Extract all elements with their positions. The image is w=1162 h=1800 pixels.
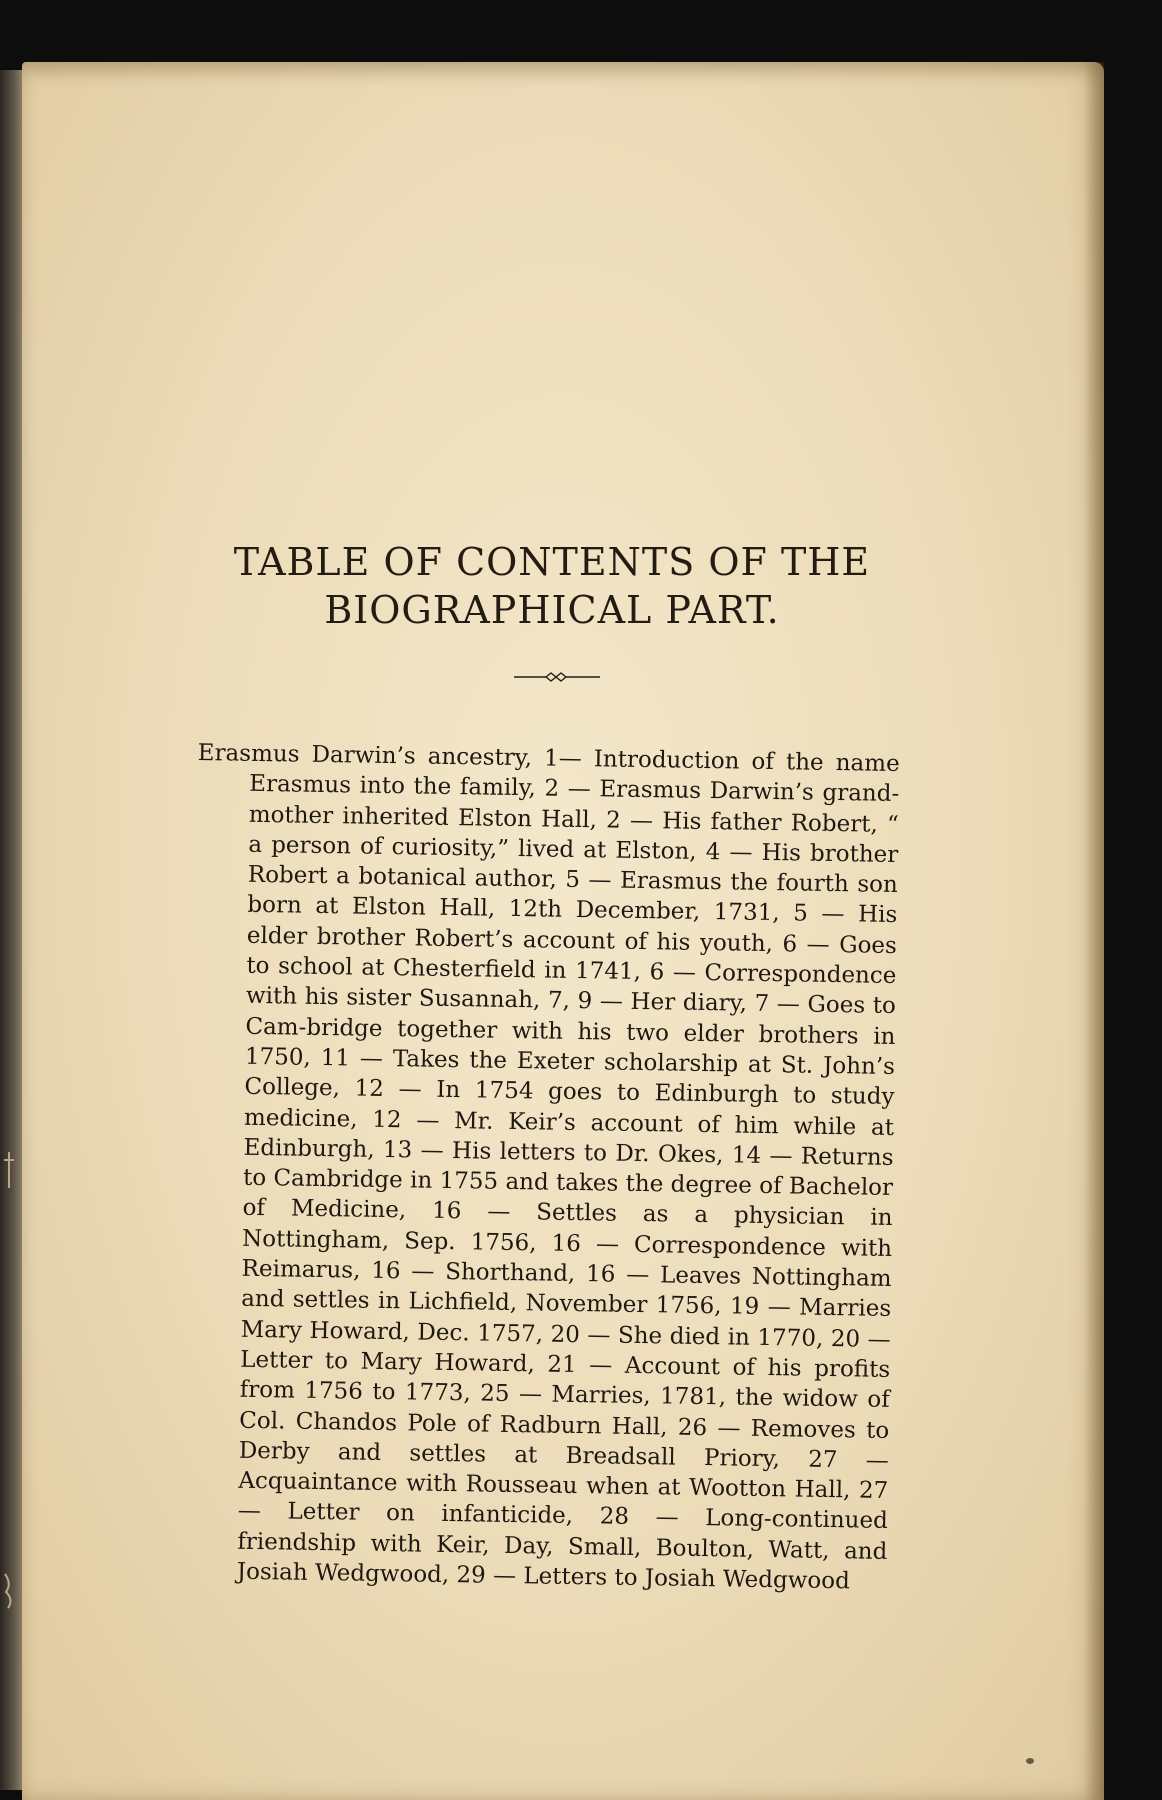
ornament-divider-icon <box>512 667 602 687</box>
title-line-1: TABLE OF CONTENTS OF THE <box>233 540 871 584</box>
margin-pencil-mark <box>2 1150 16 1190</box>
margin-pencil-mark <box>2 1570 16 1610</box>
bleed-through-text <box>182 282 922 722</box>
contents-paragraph: Erasmus Darwin’s ancestry, 1— Introduction of the name Erasmus into the family, 2 — Erasmus Darwin’s grand-mother inherited Elston Hall, 2 — His father Robert, “ a person of curiosity,” lived at Elston, 4 — His brother Robert a botanical author, 5 — Erasmus the fourth son born at Elston Hall, 12th December, 1731, 5 — His elder brother Robert’s account of his youth, 6 — Goes to school at Chesterfield in 1741, 6 — Correspondence with his sister Susannah, 7, 9 — Her diary, 7 — Goes to Cam-bridge together with his two elder brothers in 1750, 11 — Takes the Exeter scholarship at St. John’s College, 12 — In 1754 goes to Edinburgh to study medicine, 12 — Mr. Keir’s account of him while at Edinburgh, 13 — His letters to Dr. Okes, 14 — Returns to Cambridge in 1755 and takes the degree of Bachelor of Medicine, 16 — Settles as a physician in Nottingham, Sep. 1756, 16 — Correspondence with Reimarus, 16 — Shorthand, 16 — Leaves Nottingham and settles in Lichfield, November 1756, 19 — Marries Mary Howard, Dec. 1757, 20 — She died in 1770, 20 — Letter to Mary Howard, 21 — Account of his profits from 1756 to 1773, 25 — Marries, 1781, the widow of Col. Chandos Pole of Radburn Hall, 26 — Removes to Derby and settles at Breadsall Priory, 27 — Acquaintance with Rousseau when at Wootton Hall, 27 — Letter on infanticide, 28 — Long-continued friendship with Keir, Day, Small, Boulton, Watt, and Josiah Wedgwood, 29 — Letters to Josiah Wedgwood <box>197 739 900 1595</box>
page-right-edge <box>1084 62 1104 1800</box>
page-title <box>172 538 932 634</box>
title-line-2: BIOGRAPHICAL PART. <box>324 588 780 632</box>
left-page-edge <box>0 70 22 1790</box>
page-paper <box>22 62 1104 1800</box>
paper-speck <box>1026 1758 1034 1764</box>
